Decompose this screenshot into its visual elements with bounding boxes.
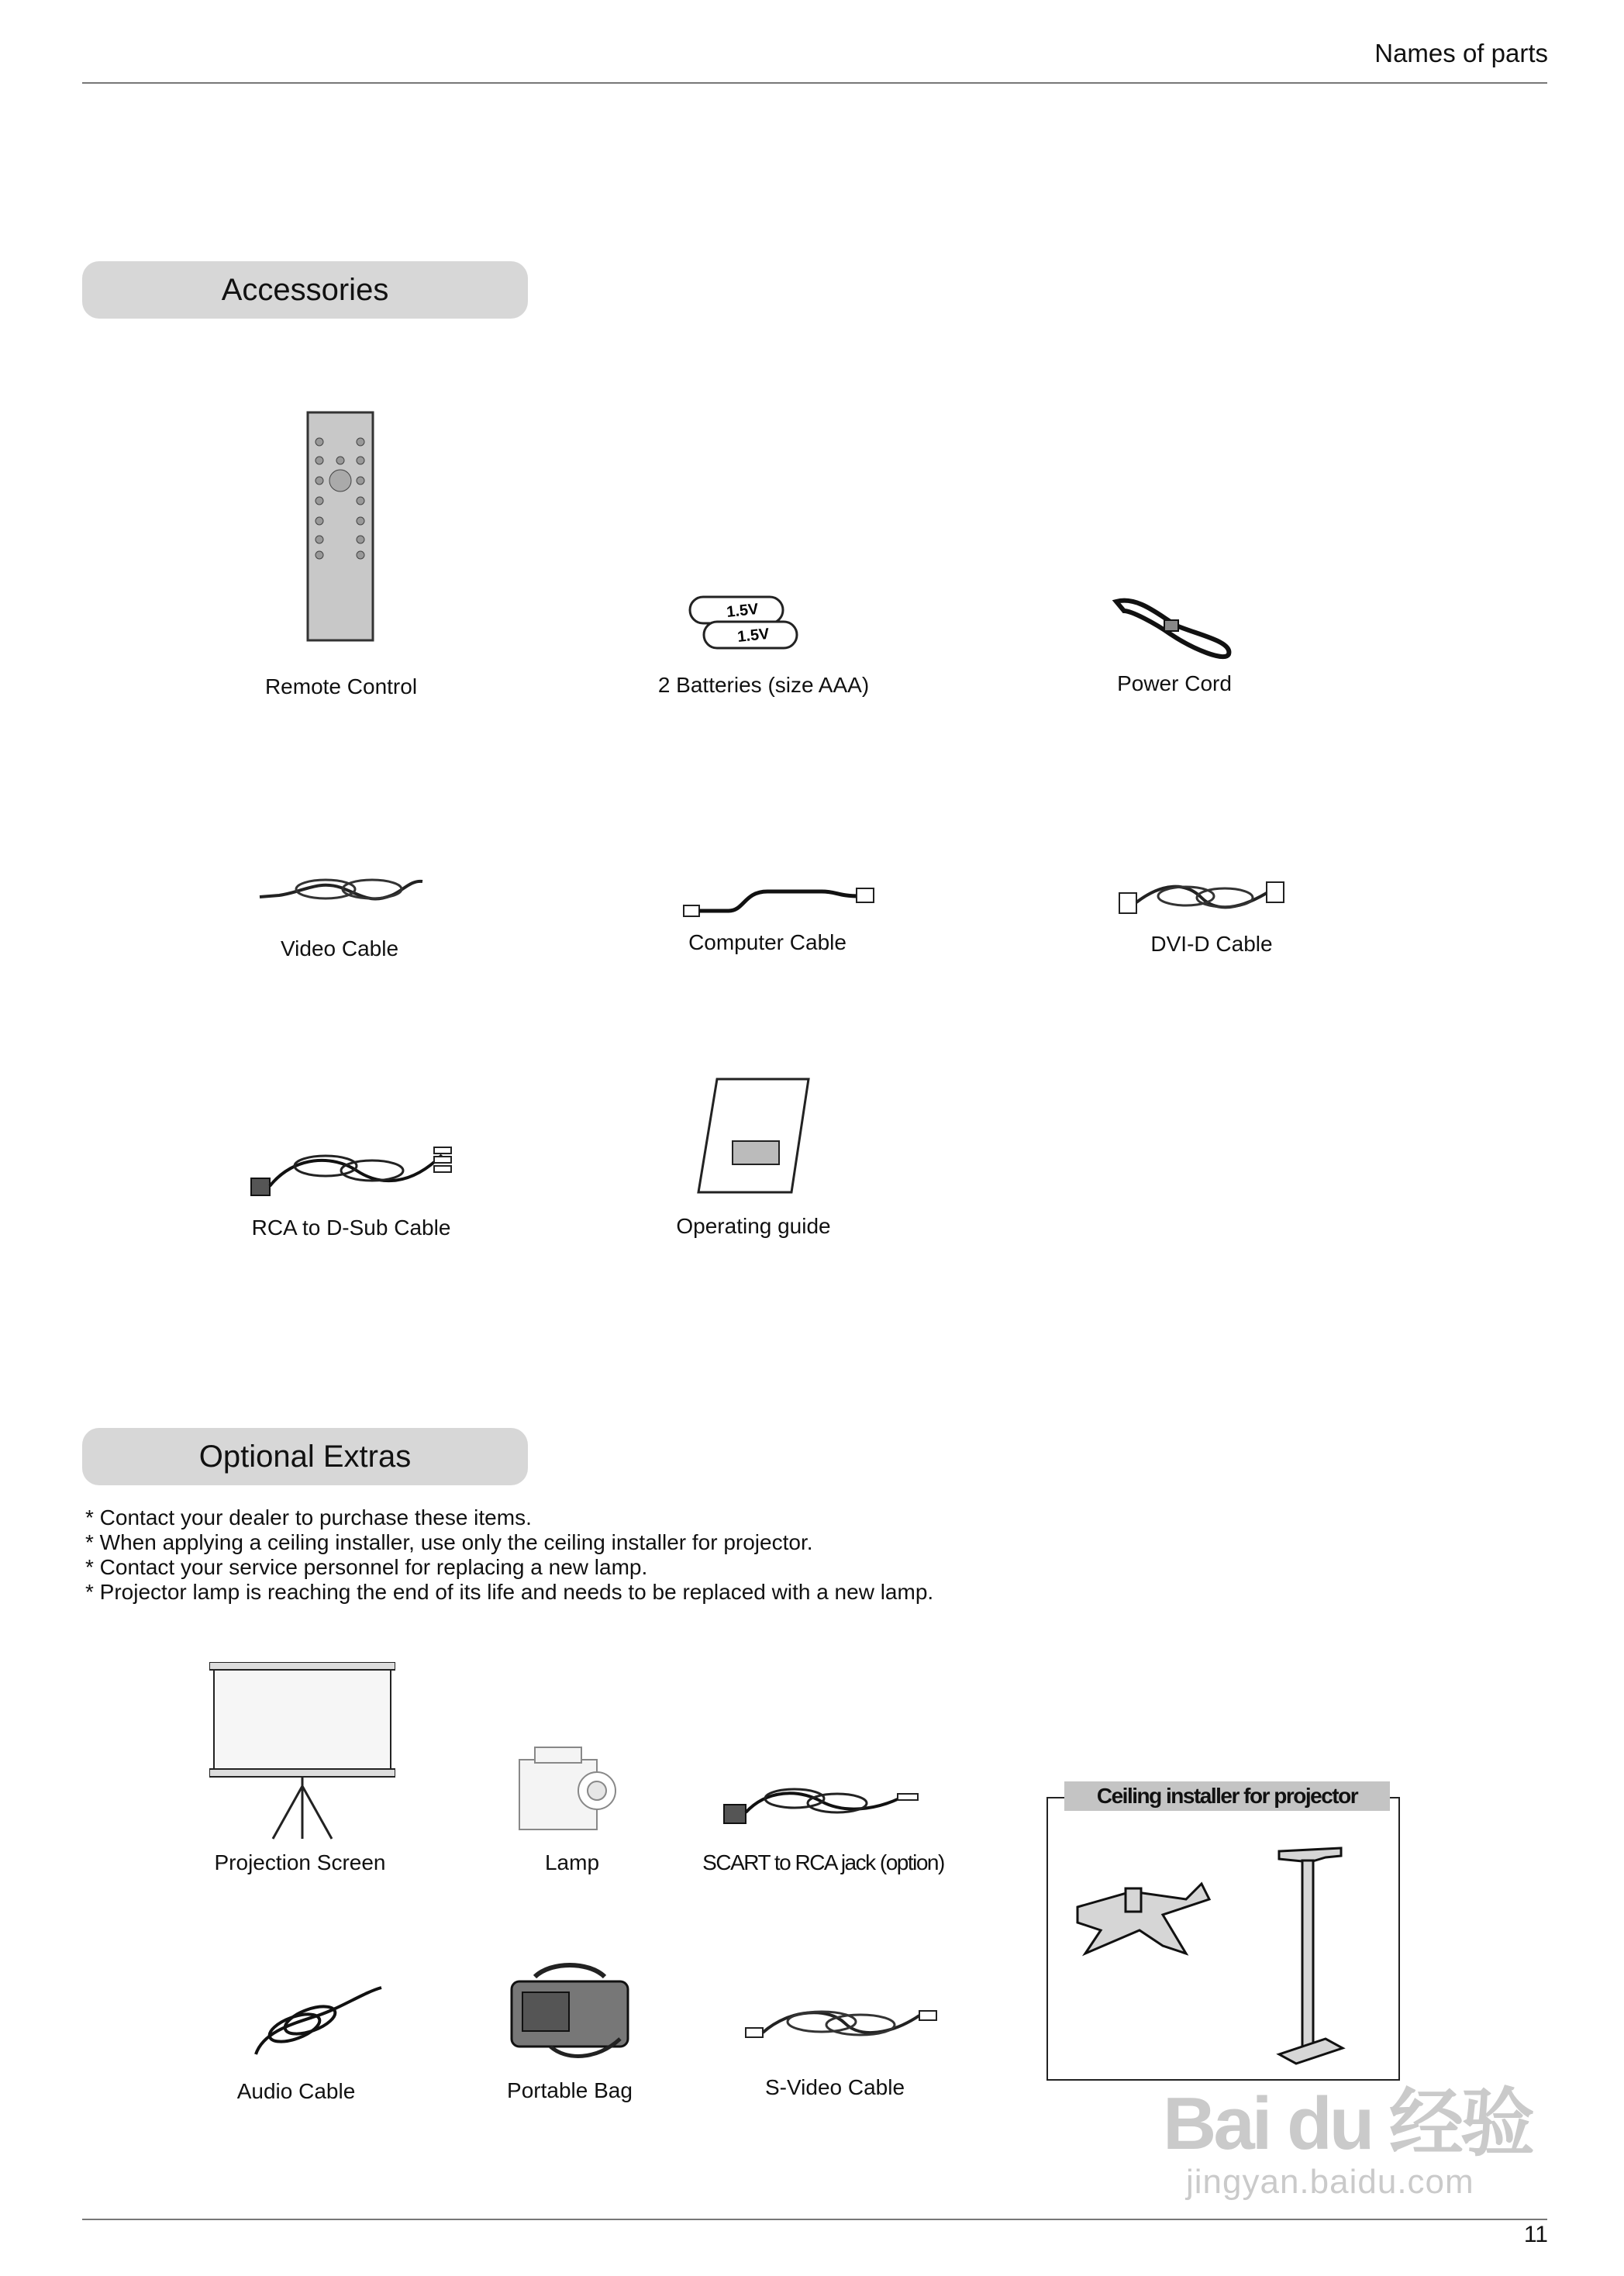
extra-label-portable-bag: Portable Bag xyxy=(507,2078,633,2102)
section-heading-optional-extras: Optional Extras xyxy=(82,1428,528,1485)
lamp-illustration xyxy=(512,1744,620,1845)
extra-label-s-video-cable: S-Video Cable xyxy=(764,2075,905,2099)
video-cable-illustration xyxy=(256,864,426,911)
header-rule xyxy=(82,82,1547,84)
accessory-label-video-cable: Video Cable xyxy=(280,936,399,960)
remote-control-illustration xyxy=(306,411,376,643)
note-item: * Projector lamp is reaching the end of its life and needs to be replaced with a new lamp. xyxy=(85,1580,934,1604)
section-heading-accessories: Accessories xyxy=(82,261,528,319)
battery-voltage-label: 1.5V xyxy=(726,600,760,621)
ceiling-installer-illustration xyxy=(1070,1845,1395,2078)
computer-cable-illustration xyxy=(682,876,876,922)
portable-bag-illustration xyxy=(504,1961,636,2062)
watermark-brand: Bai du 经验 xyxy=(1163,2082,1533,2165)
audio-cable-illustration xyxy=(248,1977,388,2062)
running-header-title: Names of parts xyxy=(1374,39,1548,67)
notes-list xyxy=(85,1505,933,1605)
rca-to-dsub-cable-illustration xyxy=(248,1140,457,1202)
watermark xyxy=(1163,2082,1533,2202)
accessory-label-rca-to-dsub-cable: RCA to D-Sub Cable xyxy=(251,1216,451,1240)
battery-voltage-label: 1.5V xyxy=(736,625,771,646)
power-cord-illustration xyxy=(1109,588,1240,665)
scart-to-rca-cable-illustration xyxy=(721,1775,922,1829)
extra-label-lamp: Lamp xyxy=(544,1850,600,1874)
s-video-cable-illustration xyxy=(744,2000,938,2047)
operating-guide-illustration xyxy=(694,1078,818,1194)
page-number: 11 xyxy=(1523,2222,1548,2247)
footer-rule xyxy=(82,2219,1547,2220)
dvi-d-cable-illustration xyxy=(1116,874,1287,921)
note-item: * Contact your service personnel for replacing a new lamp. xyxy=(85,1555,648,1579)
note-item: * When applying a ceiling installer, use only the ceiling installer for projector. xyxy=(85,1530,813,1554)
extra-label-scart-to-rca: SCART to RCA jack (option) xyxy=(702,1850,944,1874)
accessory-label-batteries: 2 Batteries (size AAA) xyxy=(657,673,870,697)
accessory-label-computer-cable: Computer Cable xyxy=(688,930,846,954)
extra-label-audio-cable: Audio Cable xyxy=(236,2079,356,2103)
accessory-label-dvi-d-cable: DVI-D Cable xyxy=(1150,932,1273,956)
extra-label-projection-screen: Projection Screen xyxy=(214,1850,386,1874)
note-item: * Contact your dealer to purchase these items. xyxy=(85,1505,532,1529)
accessory-label-remote-control: Remote Control xyxy=(264,674,418,698)
batteries-illustration xyxy=(682,589,806,667)
ceiling-installer-label: Ceiling installer for projector xyxy=(1064,1781,1390,1811)
accessory-label-power-cord: Power Cord xyxy=(1117,671,1232,695)
accessory-label-operating-guide: Operating guide xyxy=(676,1214,831,1238)
watermark-url: jingyan.baidu.com xyxy=(1186,2163,1474,2201)
projection-screen-illustration xyxy=(209,1662,395,1840)
